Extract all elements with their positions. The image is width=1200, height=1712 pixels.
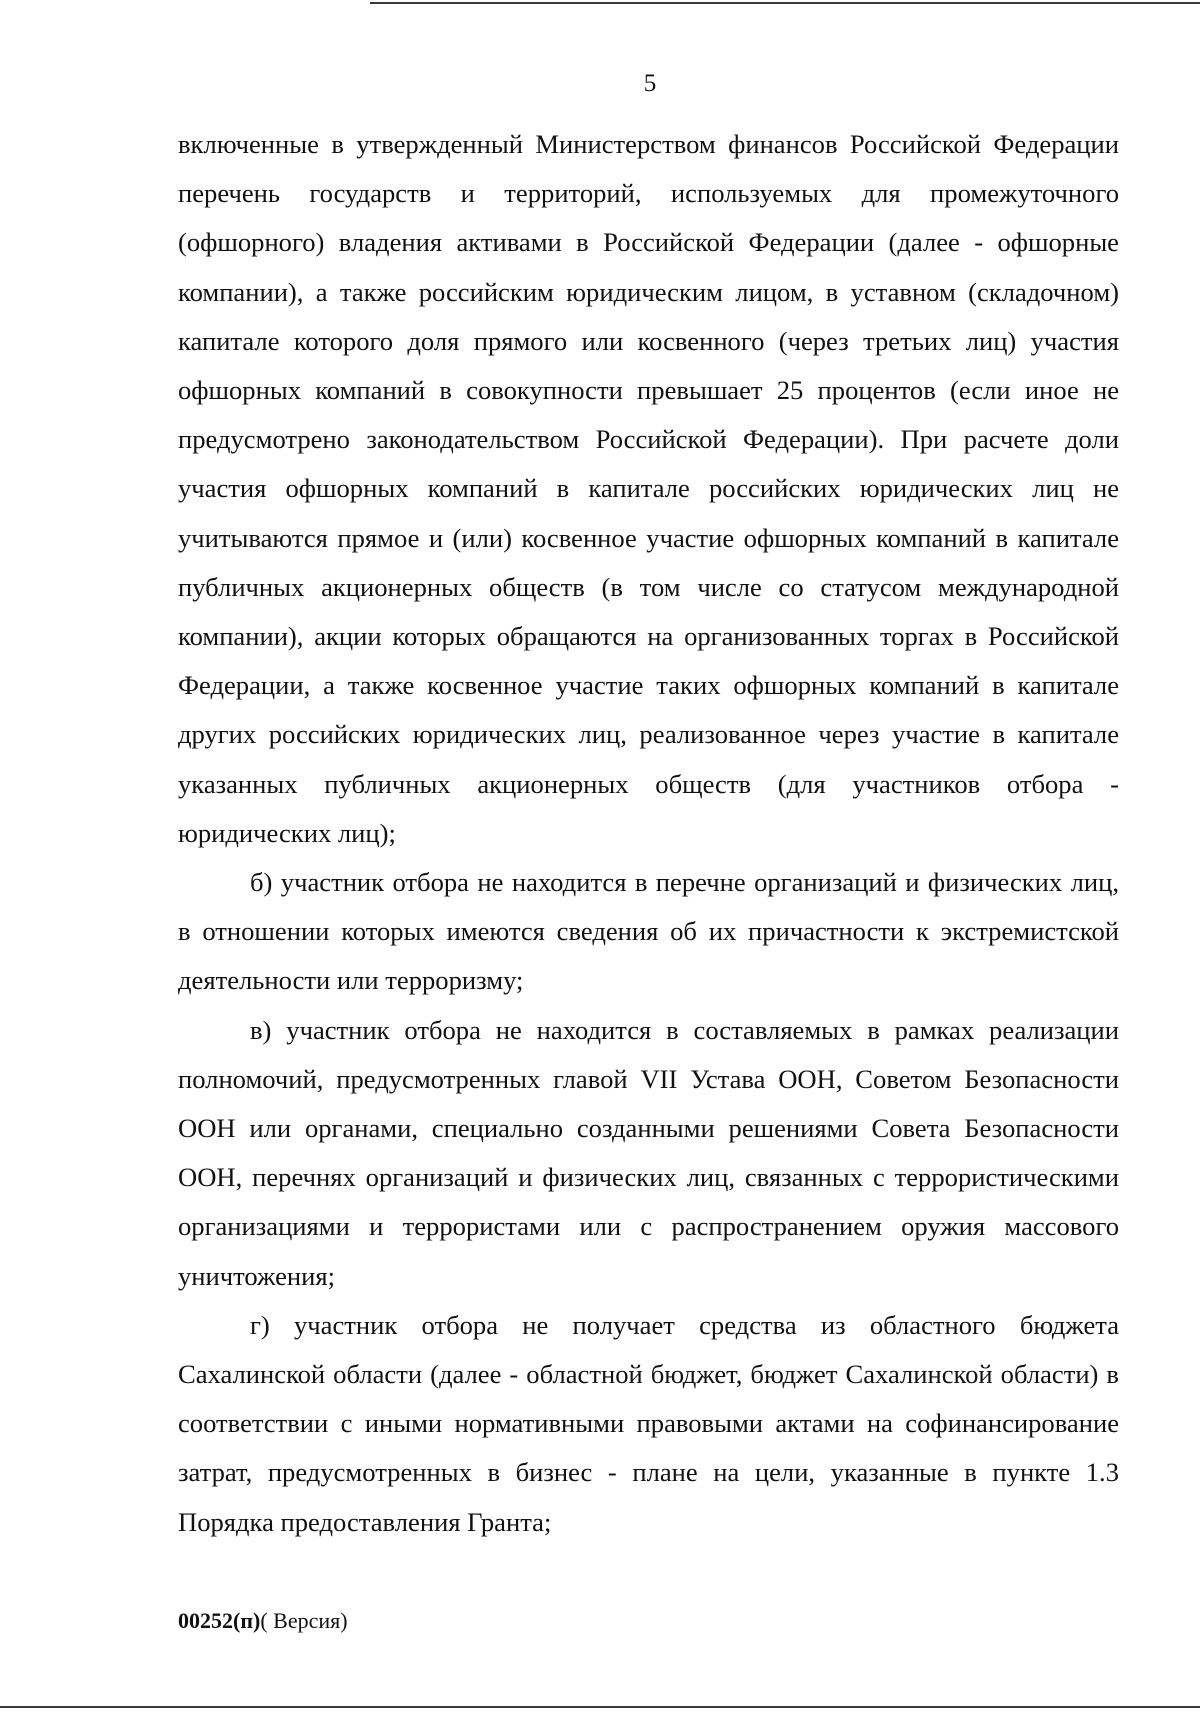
document-body [178,120,1119,1547]
document-version: ( Версия) [260,1608,348,1633]
scan-edge-bottom [0,1706,1200,1708]
paragraph-g: г) участник отбора не получает средства из областного бюджета Сахалинской области (далее - областной бюджет, бюджет Сахалинской области) в соответствии с иными нормативными правовыми актами на софинансирование затрат, предусмотренных в бизнес - плане на цели, указанные в пункте 1.3 Порядка предоставления Гранта; [178,1309,1119,1537]
scan-edge-top [370,2,1200,4]
page-number: 5 [643,70,657,97]
document-footer [178,1608,348,1634]
paragraph-b: б) участник отбора не находится в перечне организаций и физических лиц, в отношении которых имеются сведения об их причастности к экстремистской деятельности или терроризму; [178,867,1119,996]
document-code: 00252(п) [178,1608,261,1633]
paragraph-v: в) участник отбора не находится в составляемых в рамках реализации полномочий, предусмотренных главой VII Устава ООН, Советом Безопасности ООН или органами, специально созданными решениями Совета Безопасности ООН, перечнях организаций и физических лиц, связанных с террористическими организациями и террористами или с распространением оружия массового уничтожения; [178,1014,1119,1291]
paragraph-continuation: включенные в утвержденный Министерством финансов Российской Федерации перечень государств и территорий, используемых для промежуточного (офшорного) владения активами в Российской Федерации (далее - офшорные компании), а также российским юридическим лицом, в уставном (складочном) капитале которого доля прямого или косвенного (через третьих лиц) участия офшорных компаний в совокупности превышает 25 процентов (если иное не предусмотрено законодательством Российской Федерации). При расчете доли участия офшорных компаний в капитале российских юридических лиц не учитываются прямое и (или) косвенное участие офшорных компаний в капитале публичных акционерных обществ (в том числе со статусом международной компании), акции которых обращаются на организованных торгах в Российской Федерации, а также косвенное участие таких офшорных компаний в капитале других российских юридических лиц, реализованное через участие в капитале указанных публичных акционерных обществ (для участников отбора - юридических лиц); [178,129,1119,848]
